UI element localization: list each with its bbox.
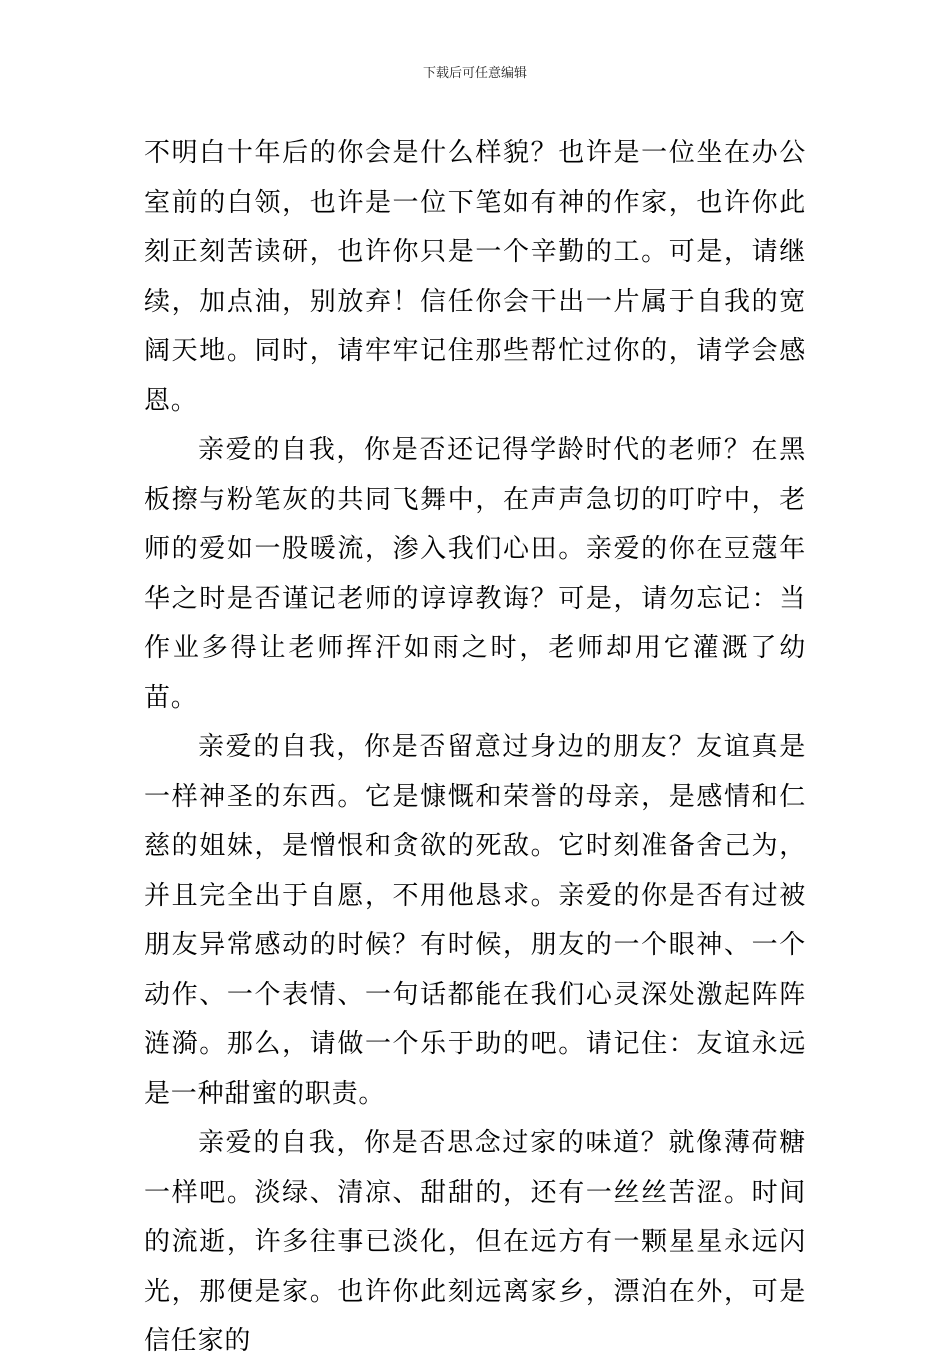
page-header: 下载后可任意编辑	[422, 66, 527, 81]
paragraph-friends: 亲爱的自我，你是否留意过身边的朋友？友谊真是一样神圣的东西。它是慷慨和荣誉的母亲，是感情和仁慈的姐妹，是憎恨和贪欲的死敌。它时刻准备舍己为，并且完全出于自愿，不用他恳求。亲爱的你是否有过被朋友异常感动的时候？有时候，朋友的一个眼神、一个动作、一个表情、一句话都能在我们心灵深处激起阵阵涟漪。那么，请做一个乐于助的吧。请记住：友谊永远是一种甜蜜的职责。	[144, 732, 806, 1109]
paragraph-future-self: 不明白十年后的你会是什么样貌？也许是一位坐在办公室前的白领，也许是一位下笔如有神的作家，也许你此刻正刻苦读研，也许你只是一个辛勤的工。可是，请继续，加点油，别放弃！信任你会干出一片属于自我的宽阔天地。同时，请牢牢记住那些帮忙过你的，请学会感恩。	[144, 138, 806, 416]
paragraph-teacher: 亲爱的自我，你是否还记得学龄时代的老师？在黑板擦与粉笔灰的共同飞舞中，在声声急切的叮咛中，老师的爱如一股暖流，渗入我们心田。亲爱的你在豆蔻年华之时是否谨记老师的谆谆教诲？可是，请勿忘记：当作业多得让老师挥汗如雨之时，老师却用它灌溉了幼苗。	[144, 435, 806, 713]
paragraph-home: 亲爱的自我，你是否思念过家的味道？就像薄荷糖一样吧。淡绿、清凉、甜甜的，还有一丝丝苦涩。时间的流逝，许多往事已淡化，但在远方有一颗星星永远闪光，那便是家。也许你此刻远离家乡，漂泊在外，可是信任家的	[144, 1128, 806, 1356]
body-text	[144, 129, 806, 1367]
